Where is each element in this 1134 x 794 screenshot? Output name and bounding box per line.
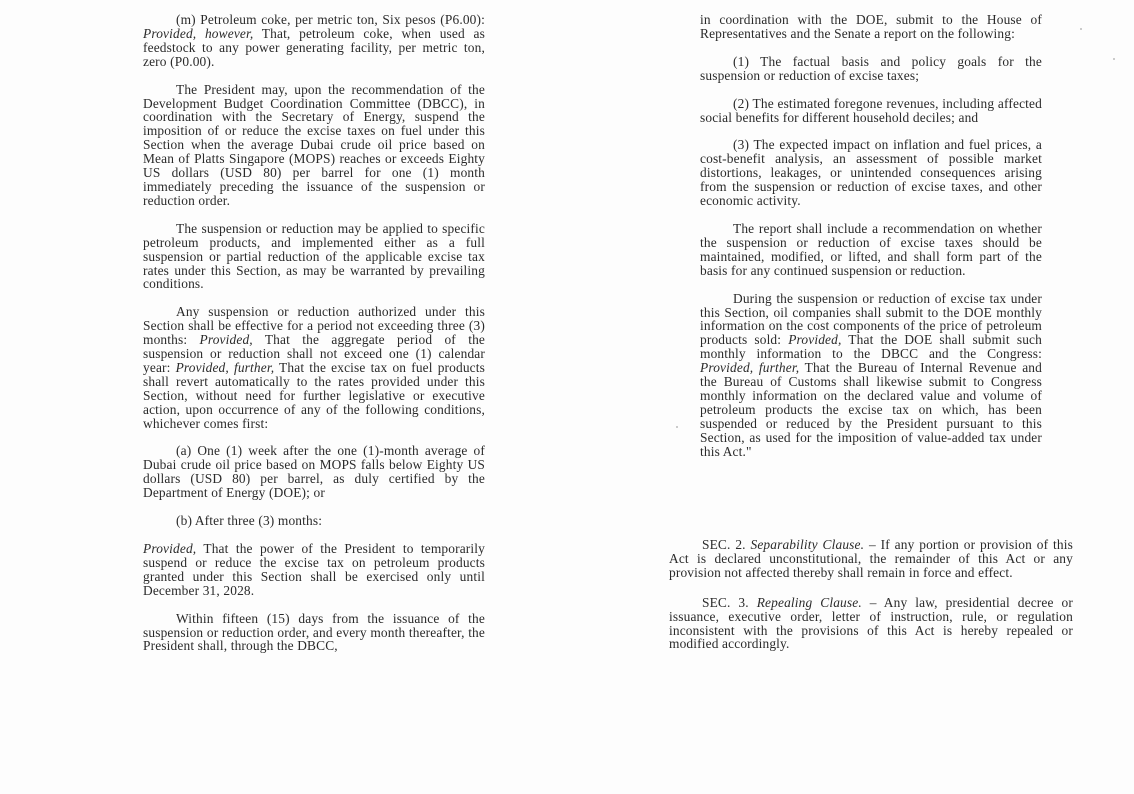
report-item-3: (3) The expected impact on inflation and fuel prices, a cost-benefit analysis, an assessment of possible market distortions, leakages, or unintended consequences arising from the suspension or reduction of excise taxes, and other economic activity. <box>700 137 1042 209</box>
section-number: SEC. 2. <box>702 537 751 552</box>
section-3-repealing <box>669 596 1073 652</box>
condition-item-b: (b) After three (3) months: <box>176 513 323 529</box>
italic-text-run: Provided, <box>788 332 842 348</box>
paragraph-petroleum-coke <box>143 13 485 69</box>
paragraph-report-recommendation: The report shall include a recommendation on whether the suspension or reduction of excise taxes should be maintained, modified, or lifted, and shall form part of the basis for any continued suspension or reduction. <box>700 220 1042 278</box>
italic-text-run: Provided, further, <box>700 360 800 376</box>
text-run: – If any portion or provision of this Act is declared unconstitutional, the remainder of this Act or any provision not affected thereby shall remain in force and effect. <box>669 537 1073 580</box>
text-run: That the excise tax on fuel products shall revert automatically to the rates provided under this Section, without need for further legislative or executive action, upon occurrence of any of the following conditions, whichever comes first: <box>143 359 486 431</box>
report-item-1: (1) The factual basis and policy goals for the suspension or reduction of excise taxes; <box>700 53 1042 83</box>
scan-speck <box>676 426 678 428</box>
italic-text-run: Provided, <box>199 332 253 348</box>
scan-speck <box>1080 28 1082 30</box>
condition-item-a: (a) One (1) week after the one (1)-month average of Dubai crude oil price based on MOPS falls below Eighty US dollars (USD 80) per barrel, as duly certified by the Department of Energy (DOE); or <box>143 443 485 501</box>
left-column <box>143 13 485 667</box>
right-column <box>700 13 1042 472</box>
text-run: That, petroleum coke, when used as feedstock to any power generating facility, per metric ton, zero (P0.00). <box>143 25 485 69</box>
paragraph-suspension-applied: The suspension or reduction may be applied to specific petroleum products, and implemented either as a full suspension or partial reduction of the applicable excise tax rates under this Section, as may be warranted by prevailing conditions. <box>143 220 485 292</box>
paragraph-president-may: The President may, upon the recommendation of the Development Budget Coordination Committee (DBCC), in coordination with the Secretary of Energy, suspend the imposition of or reduce the excise taxes on fuel under this Section when the average Dubai crude oil price based on Mean of Platts Singapore (MOPS) reaches or exceeds Eighty US dollars (USD 80) per barrel for one (1) month immediately preceding the issuance of the suspension or reduction order. <box>143 81 485 208</box>
text-run: That the power of the President to temporarily suspend or reduce the excise tax on petroleum products granted under this Section shall be exercised only until December 31, 2028. <box>143 541 485 598</box>
italic-text-run: Provided, <box>143 541 197 556</box>
section-2-separability <box>669 538 1073 580</box>
italic-text-run: Provided, further, <box>175 359 275 375</box>
text-run: That the Bureau of Internal Revenue and the Bureau of Customs shall likewise submit to Congress monthly information on the declared value and volume of petroleum products the excise tax on which, has been suspended or reduced by the President pursuant to this Section, as used for the imposition of value-added tax under this Act." <box>700 360 1042 459</box>
section-title: Repealing Clause. <box>756 594 862 610</box>
paragraph-any-suspension <box>143 305 485 430</box>
text-run: That the DOE shall submit such monthly information to the DBCC and the Congress: <box>700 332 1042 362</box>
text-run: That the aggregate period of the suspension or reduction shall not exceed one (1) calendar year: <box>143 332 486 375</box>
paragraph-during-suspension <box>700 292 1042 459</box>
text-run: During the suspension or reduction of excise tax under this Section, oil companies shall submit to the DOE monthly information on the cost components of the price of petroleum products sold: <box>700 290 1042 348</box>
report-item-2: (2) The estimated foregone revenues, including affected social benefits for different household deciles; and <box>700 95 1042 125</box>
italic-text-run: Provided, however, <box>143 25 254 41</box>
paragraph-provided-until-2028 <box>143 542 485 598</box>
text-run: (m) Petroleum coke, per metric ton, Six pesos (P6.00): <box>176 12 485 27</box>
paragraph-within-fifteen-days: Within fifteen (15) days from the issuance of the suspension or reduction order, and every month thereafter, the President shall, through the DBCC, <box>143 610 485 654</box>
sections-block <box>669 538 1073 667</box>
section-number: SEC. 3. <box>702 594 757 610</box>
text-run: Any suspension or reduction authorized under this Section shall be effective for a period not exceeding three (3) months: <box>143 304 485 348</box>
text-run: – Any law, presidential decree or issuance, executive order, letter of instruction, rule, or regulation inconsistent with the provisions of this Act is hereby repealed or modified accordingly. <box>669 594 1073 652</box>
paragraph-continuation: in coordination with the DOE, submit to the House of Representatives and the Senate a report on the following: <box>700 12 1042 41</box>
section-title: Separability Clause. <box>750 537 865 552</box>
scan-speck <box>1113 58 1115 60</box>
